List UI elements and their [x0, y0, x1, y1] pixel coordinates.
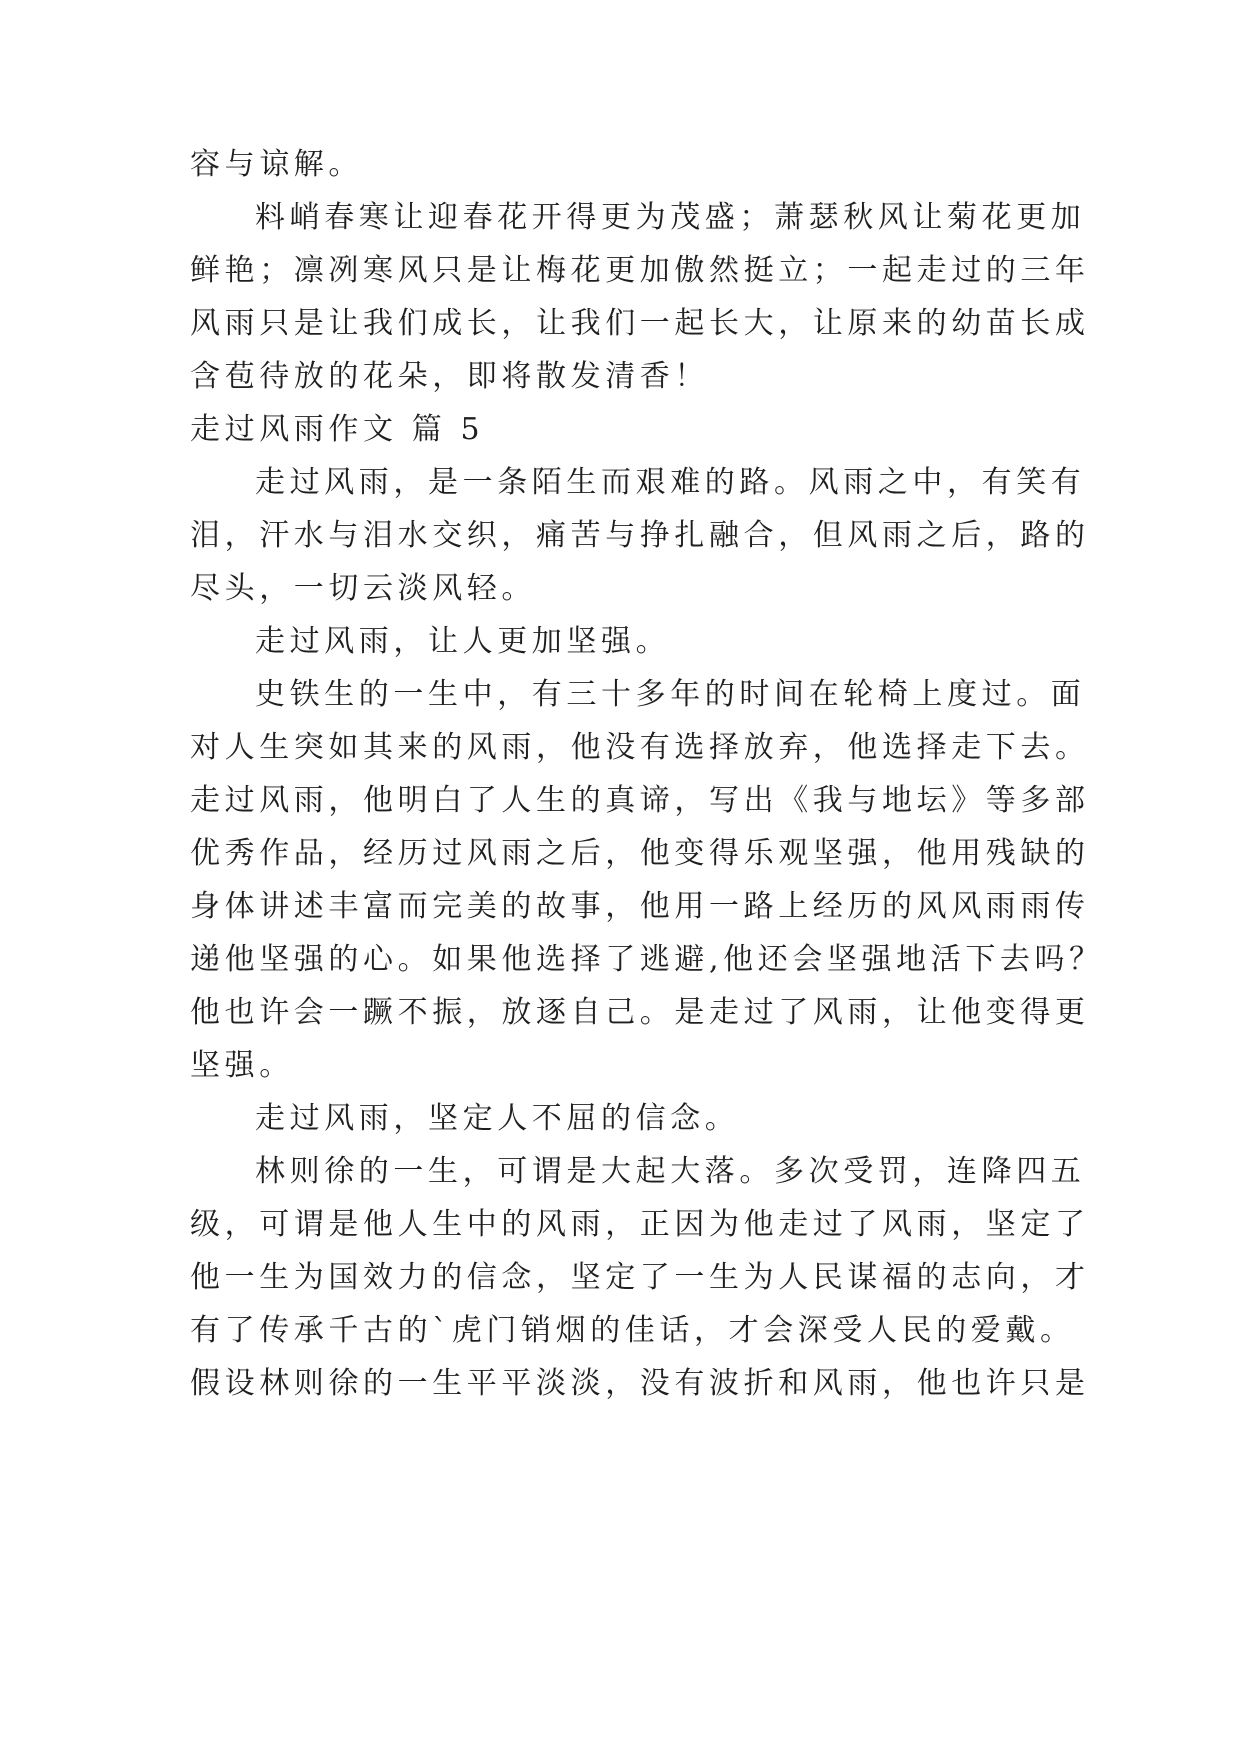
- text-line: 对人生突如其来的风雨，他没有选择放弃，他选择走下去。: [190, 730, 1090, 765]
- text-line: 他也许会一蹶不振，放逐自己。是走过了风雨，让他变得更: [190, 995, 1090, 1030]
- text-line: 身体讲述丰富而完美的故事，他用一路上经历的风风雨雨传: [190, 889, 1090, 924]
- paragraph-first-line: 史铁生的一生中，有三十多年的时间在轮椅上度过。面: [255, 677, 1086, 712]
- paragraph-first-line: 料峭春寒让迎春花开得更为茂盛；萧瑟秋风让菊花更加: [255, 200, 1086, 235]
- text-line: 有了传承千古的`虎门销烟的佳话，才会深受人民的爱戴。: [190, 1313, 1075, 1348]
- text-line: 尽头，一切云淡风轻。: [190, 571, 536, 606]
- section-heading: 走过风雨作文 篇 5: [190, 412, 485, 447]
- paragraph-first-line: 林则徐的一生，可谓是大起大落。多次受罚，连降四五: [255, 1154, 1086, 1189]
- text-line: 他一生为国效力的信念，坚定了一生为人民谋福的志向，才: [190, 1260, 1090, 1295]
- text-line: 假设林则徐的一生平平淡淡，没有波折和风雨，他也许只是: [190, 1366, 1090, 1401]
- paragraph-first-line: 走过风雨，是一条陌生而艰难的路。风雨之中，有笑有: [255, 465, 1086, 500]
- text-line: 容与谅解。: [190, 147, 363, 182]
- text-line: 坚强。: [190, 1048, 294, 1083]
- paragraph-first-line: 走过风雨，坚定人不屈的信念。: [255, 1101, 740, 1136]
- text-line: 走过风雨，他明白了人生的真谛，写出《我与地坛》等多部: [190, 783, 1090, 818]
- text-line: 风雨只是让我们成长，让我们一起长大，让原来的幼苗长成: [190, 306, 1090, 341]
- paragraph-first-line: 走过风雨，让人更加坚强。: [255, 624, 671, 659]
- text-line: 含苞待放的花朵，即将散发清香！: [190, 359, 709, 394]
- text-line: 级，可谓是他人生中的风雨，正因为他走过了风雨，坚定了: [190, 1207, 1090, 1242]
- text-line: 泪，汗水与泪水交织，痛苦与挣扎融合，但风雨之后，路的: [190, 518, 1090, 553]
- text-line: 鲜艳；凛冽寒风只是让梅花更加傲然挺立；一起走过的三年: [190, 253, 1090, 288]
- text-line: 优秀作品，经历过风雨之后，他变得乐观坚强，他用残缺的: [190, 836, 1090, 871]
- text-line: 递他坚强的心。如果他选择了逃避,他还会坚强地活下去吗？: [190, 942, 1104, 977]
